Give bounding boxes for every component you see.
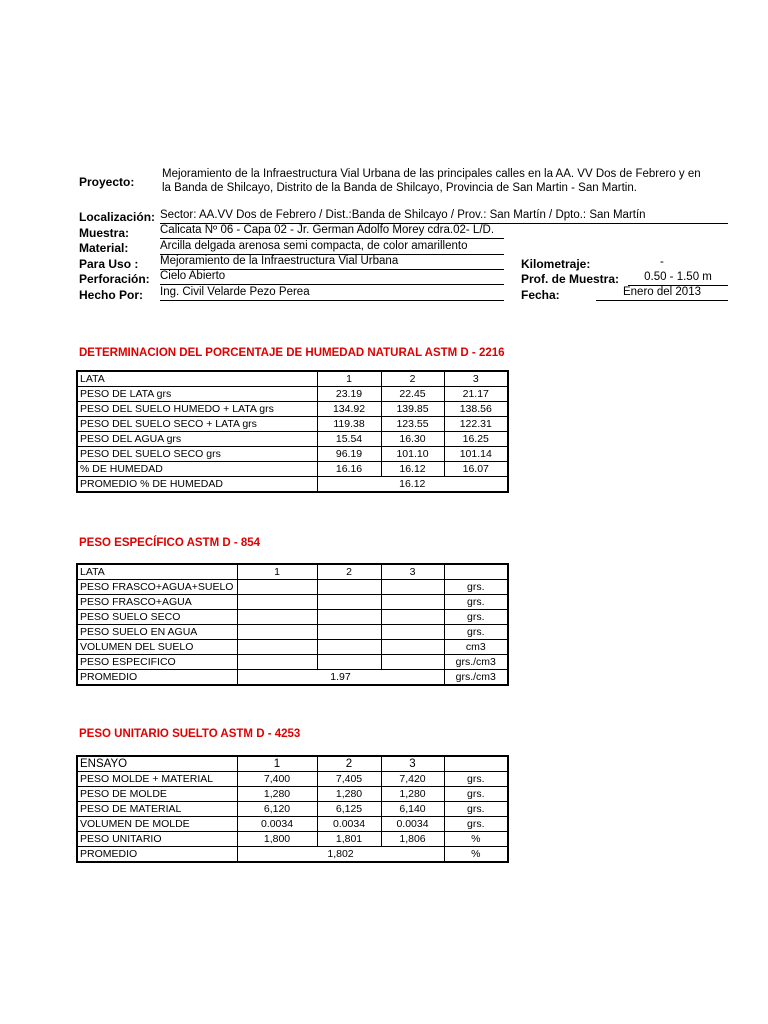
unit-cell: grs. [444,580,508,595]
cell [237,655,317,670]
especifico-title: PESO ESPECÍFICO ASTM D - 854 [79,537,261,549]
cell: 16.30 [381,432,444,447]
table-row [77,432,508,447]
table-row [77,625,508,640]
header-cell: 3 [444,371,508,387]
table-header-row [77,564,508,580]
cell [317,580,381,595]
cell: 21.17 [444,387,508,402]
cell: 101.14 [444,447,508,462]
table-row [77,462,508,477]
cell [317,655,381,670]
header-cell [444,756,508,772]
table-header-row [77,756,508,772]
header-cell: 2 [317,564,381,580]
unit-cell: grs. [444,772,508,787]
unit-cell: cm3 [444,640,508,655]
header-cell: LATA [77,371,317,387]
unit-cell: % [444,832,508,847]
promedio-value: 1.97 [237,670,444,686]
cell: 1,806 [381,832,444,847]
cell: 1,280 [381,787,444,802]
cell: 16.25 [444,432,508,447]
cell [237,625,317,640]
table-promedio-row [77,477,508,493]
row-label: PESO ESPECIFICO [77,655,237,670]
cell [237,640,317,655]
cell [381,595,444,610]
cell: 138.56 [444,402,508,417]
header-cell: 1 [237,564,317,580]
material-label: Material: [79,241,129,255]
row-label: PESO UNITARIO [77,832,237,847]
table-header-row [77,371,508,387]
row-label: PESO DEL SUELO SECO grs [77,447,317,462]
prof-muestra-label: Prof. de Muestra: [521,272,620,286]
row-label: PESO SUELO EN AGUA [77,625,237,640]
cell: 122.31 [444,417,508,432]
header-cell: 1 [237,756,317,772]
table-promedio-row [77,670,508,686]
table-promedio-row [77,847,508,863]
para-uso-label: Para Uso : [79,257,139,271]
cell [237,610,317,625]
cell: 16.16 [317,462,381,477]
header-cell: ENSAYO [77,756,237,772]
header-cell: 3 [381,756,444,772]
cell [381,640,444,655]
humedad-title: DETERMINACION DEL PORCENTAJE DE HUMEDAD NATURAL ASTM D - 2216 [79,347,505,359]
table-row [77,640,508,655]
fecha-value: Enero del 2013 [596,286,728,301]
row-label: PESO DEL AGUA grs [77,432,317,447]
unitario-title: PESO UNITARIO SUELTO ASTM D - 4253 [79,728,301,740]
cell [317,595,381,610]
header-cell: 2 [381,371,444,387]
row-label: PESO FRASCO+AGUA+SUELO [77,580,237,595]
table-row [77,447,508,462]
cell: 7,420 [381,772,444,787]
table-row [77,402,508,417]
cell: 0.0034 [317,817,381,832]
cell [317,640,381,655]
cell: 7,400 [237,772,317,787]
cell: 123.55 [381,417,444,432]
localizacion-value: Sector: AA.VV Dos de Febrero / Dist.:Banda de Shilcayo / Prov.: San Martín / Dpto.: San Martín [160,209,728,224]
unit-cell: grs. [444,610,508,625]
muestra-label: Muestra: [79,226,130,240]
cell: 15.54 [317,432,381,447]
para-uso-value: Mejoramiento de la Infraestructura Vial Urbana [160,255,504,270]
cell [381,655,444,670]
material-value: Arcilla delgada arenosa semi compacta, de color amarillento [160,240,504,255]
header-cell: 3 [381,564,444,580]
cell: 23.19 [317,387,381,402]
perforacion-value: Cielo Abierto [160,270,504,285]
promedio-unit: % [444,847,508,863]
row-label: PESO DEL SUELO HUMEDO + LATA grs [77,402,317,417]
unit-cell: grs. [444,787,508,802]
cell: 139.85 [381,402,444,417]
unitario-table [76,755,509,863]
cell: 134.92 [317,402,381,417]
table-row [77,610,508,625]
promedio-value: 16.12 [317,477,508,493]
cell: 96.19 [317,447,381,462]
header-cell: 2 [317,756,381,772]
promedio-value: 1,802 [237,847,444,863]
cell: 22.45 [381,387,444,402]
cell [237,595,317,610]
table-row [77,595,508,610]
unit-cell: grs. [444,625,508,640]
row-label: PESO DE MATERIAL [77,802,237,817]
cell: 16.07 [444,462,508,477]
cell [317,625,381,640]
cell: 0.0034 [237,817,317,832]
promedio-unit: grs./cm3 [444,670,508,686]
row-label: PESO DEL SUELO SECO + LATA grs [77,417,317,432]
muestra-value: Calicata Nº 06 - Capa 02 - Jr. German Adolfo Morey cdra.02- L/D. [160,224,504,239]
unit-cell: grs. [444,595,508,610]
fecha-label: Fecha: [521,288,560,302]
table-row [77,787,508,802]
cell: 119.38 [317,417,381,432]
cell [381,610,444,625]
cell: 7,405 [317,772,381,787]
row-label: VOLUMEN DEL SUELO [77,640,237,655]
unit-cell: grs. [444,802,508,817]
table-row [77,417,508,432]
localizacion-label: Localización: [79,210,156,224]
table-row [77,802,508,817]
row-label: PESO SUELO SECO [77,610,237,625]
cell [381,580,444,595]
table-row [77,817,508,832]
table-row [77,387,508,402]
table-row [77,772,508,787]
row-label: VOLUMEN DE MOLDE [77,817,237,832]
row-label: PESO DE MOLDE [77,787,237,802]
humedad-table [76,370,509,493]
table-row [77,832,508,847]
perforacion-label: Perforación: [79,272,150,286]
cell: 1,280 [317,787,381,802]
proyecto-label: Proyecto: [79,175,135,189]
cell: 6,125 [317,802,381,817]
cell: 6,140 [381,802,444,817]
unit-cell: grs. [444,817,508,832]
cell [381,625,444,640]
row-label: PESO FRASCO+AGUA [77,595,237,610]
cell: 16.12 [381,462,444,477]
promedio-label: PROMEDIO [77,670,237,686]
hecho-por-value: Ing. Civil Velarde Pezo Perea [160,286,504,301]
cell: 1,801 [317,832,381,847]
hecho-por-label: Hecho Por: [79,288,144,302]
cell: 101.10 [381,447,444,462]
header-cell: LATA [77,564,237,580]
cell [237,580,317,595]
promedio-label: PROMEDIO % DE HUMEDAD [77,477,317,493]
kilometraje-label: Kilometraje: [521,257,591,271]
header-cell: 1 [317,371,381,387]
cell: 0.0034 [381,817,444,832]
table-row [77,655,508,670]
cell [317,610,381,625]
cell: 1,800 [237,832,317,847]
row-label: % DE HUMEDAD [77,462,317,477]
kilometraje-value: - [660,256,664,268]
row-label: PESO MOLDE + MATERIAL [77,772,237,787]
promedio-label: PROMEDIO [77,847,237,863]
cell: 6,120 [237,802,317,817]
proyecto-text [162,167,732,195]
proyecto-line-2: la Banda de Shilcayo, Distrito de la Banda de Shilcayo, Provincia de San Martin - San Martin. [162,182,637,194]
proyecto-line-1: Mejoramiento de la Infraestructura Vial Urbana de las principales calles en la AA. VV Dos de Febrero y en [162,168,701,180]
table-row [77,580,508,595]
row-label: PESO DE LATA grs [77,387,317,402]
especifico-table [76,563,509,686]
header-cell [444,564,508,580]
prof-muestra-value: 0.50 - 1.50 m [628,271,728,286]
cell: 1,280 [237,787,317,802]
unit-cell: grs./cm3 [444,655,508,670]
